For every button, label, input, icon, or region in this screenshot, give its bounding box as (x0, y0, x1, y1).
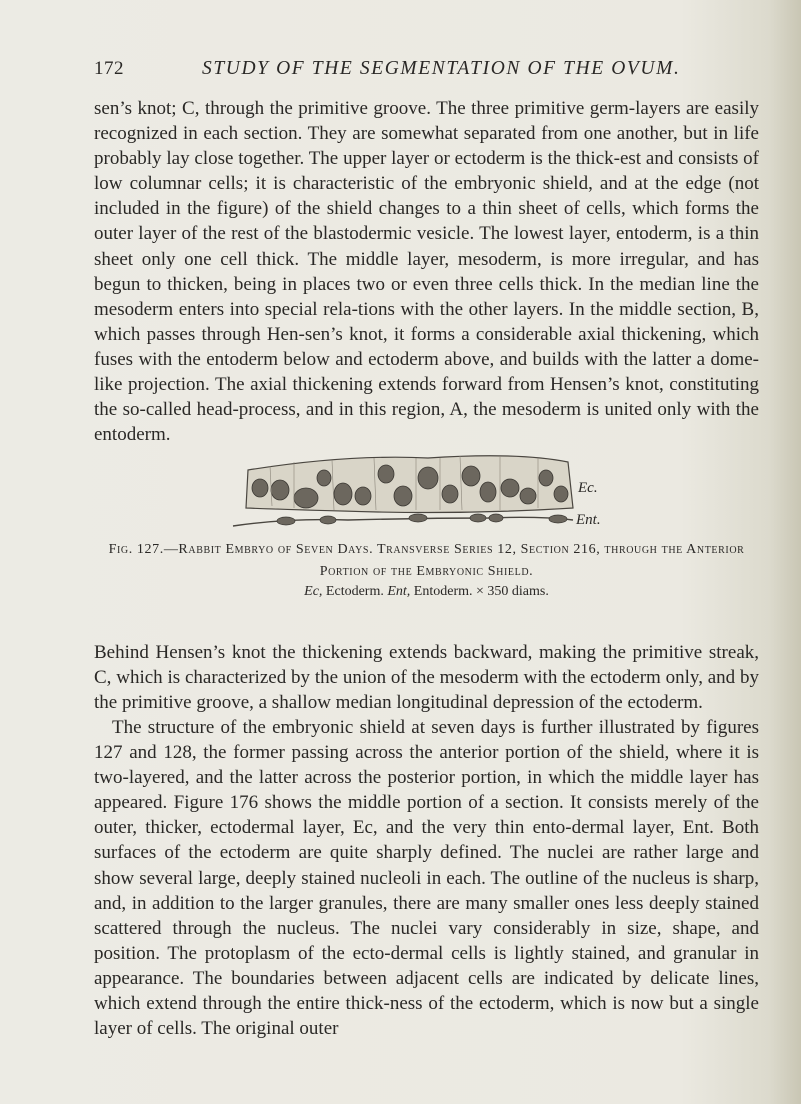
legend-ent-text: Entoderm. × 350 diams. (410, 584, 549, 599)
figure-caption (94, 539, 759, 583)
entoderm-nuclei (277, 514, 567, 525)
figure-127-illustration (228, 448, 618, 538)
page-number: 172 (94, 58, 124, 79)
ectoderm-layer (246, 456, 573, 513)
label-entoderm: Ent. (576, 512, 601, 528)
legend-ec-text: Ectoderm. (322, 584, 388, 599)
label-ectoderm: Ec. (578, 480, 598, 496)
figure-number: Fig. 127. (108, 542, 164, 557)
figure-legend (94, 584, 759, 600)
paragraph-3: The structure of the embryonic shield at seven days is further illustrated by figures 127 and 128, the former passing across the anterior portion of the shield, where it is two-layered, and the latter across the posterior portion, in which the middle layer has appeared. Figure 176 shows the middle portion of a section. It consists merely of the outer, thicker, ectodermal layer, Ec, and the very thin ento-dermal layer, Ent. Both surfaces of the ectoderm are quite sharply defined. The nuclei are rather large and show several large, deeply stained nucleoli in each. The outline of the nucleus is sharp, and, in addition to the larger granules, there are many smaller ones less deeply stained scattered through the nucleus. The nuclei vary considerably in size, shape, and position. The protoplasm of the ecto-dermal cells is lightly stained, and granular in appearance. The boundaries between adjacent cells are indicated by delicate lines, which extend through the entire thick-ness of the ectoderm, which is now but a single layer of cells. The original outer (94, 717, 759, 1040)
figure-caption-text: —Rabbit Embryo of Seven Days. Transverse Series 12, Section 216, through the Anterior Portion of the Embryonic Shield. (163, 542, 745, 579)
legend-ec-abbr: Ec, (304, 584, 323, 599)
running-title: STUDY OF THE SEGMENTATION OF THE OVUM. (202, 58, 681, 79)
page-header (94, 58, 754, 88)
legend-ent-abbr: Ent, (387, 584, 411, 599)
paragraph-2: Behind Hensen’s knot the thickening extends backward, making the primitive streak, C, which is characterized by the union of the mesoderm with the ectoderm only, and by the primitive groove, a shallow median longitudinal depression of the ectoderm. (94, 642, 759, 714)
embryo-section-drawing (228, 448, 618, 538)
paragraph-1: sen’s knot; C, through the primitive groove. The three primitive germ-layers are easily recognized in each section. They are somewhat separated from one another, but in life probably lay close together. The upper layer or ectoderm is the thick-est and consists of low columnar cells; it is characteristic of the embryonic shield, and at the edge (not included in the figure) of the shield changes to a thin sheet of cells, which forms the outer layer of the rest of the blastodermic vesicle. The lowest layer, entoderm, is a thin sheet only one cell thick. The middle layer, mesoderm, is more irregular, and has begun to thicken, being in places two or even three cells thick. In the median line the mesoderm enters into special rela-tions with the other layers. In the middle section, B, which passes through Hen-sen’s knot, it forms a considerable axial thickening, which fuses with the entoderm below and ectoderm above, and builds with the latter a dome-like projection. The axial thickening extends forward from Hensen’s knot, constituting the so-called head-process, and in this region, A, the mesoderm is united only with the entoderm. (94, 98, 759, 446)
